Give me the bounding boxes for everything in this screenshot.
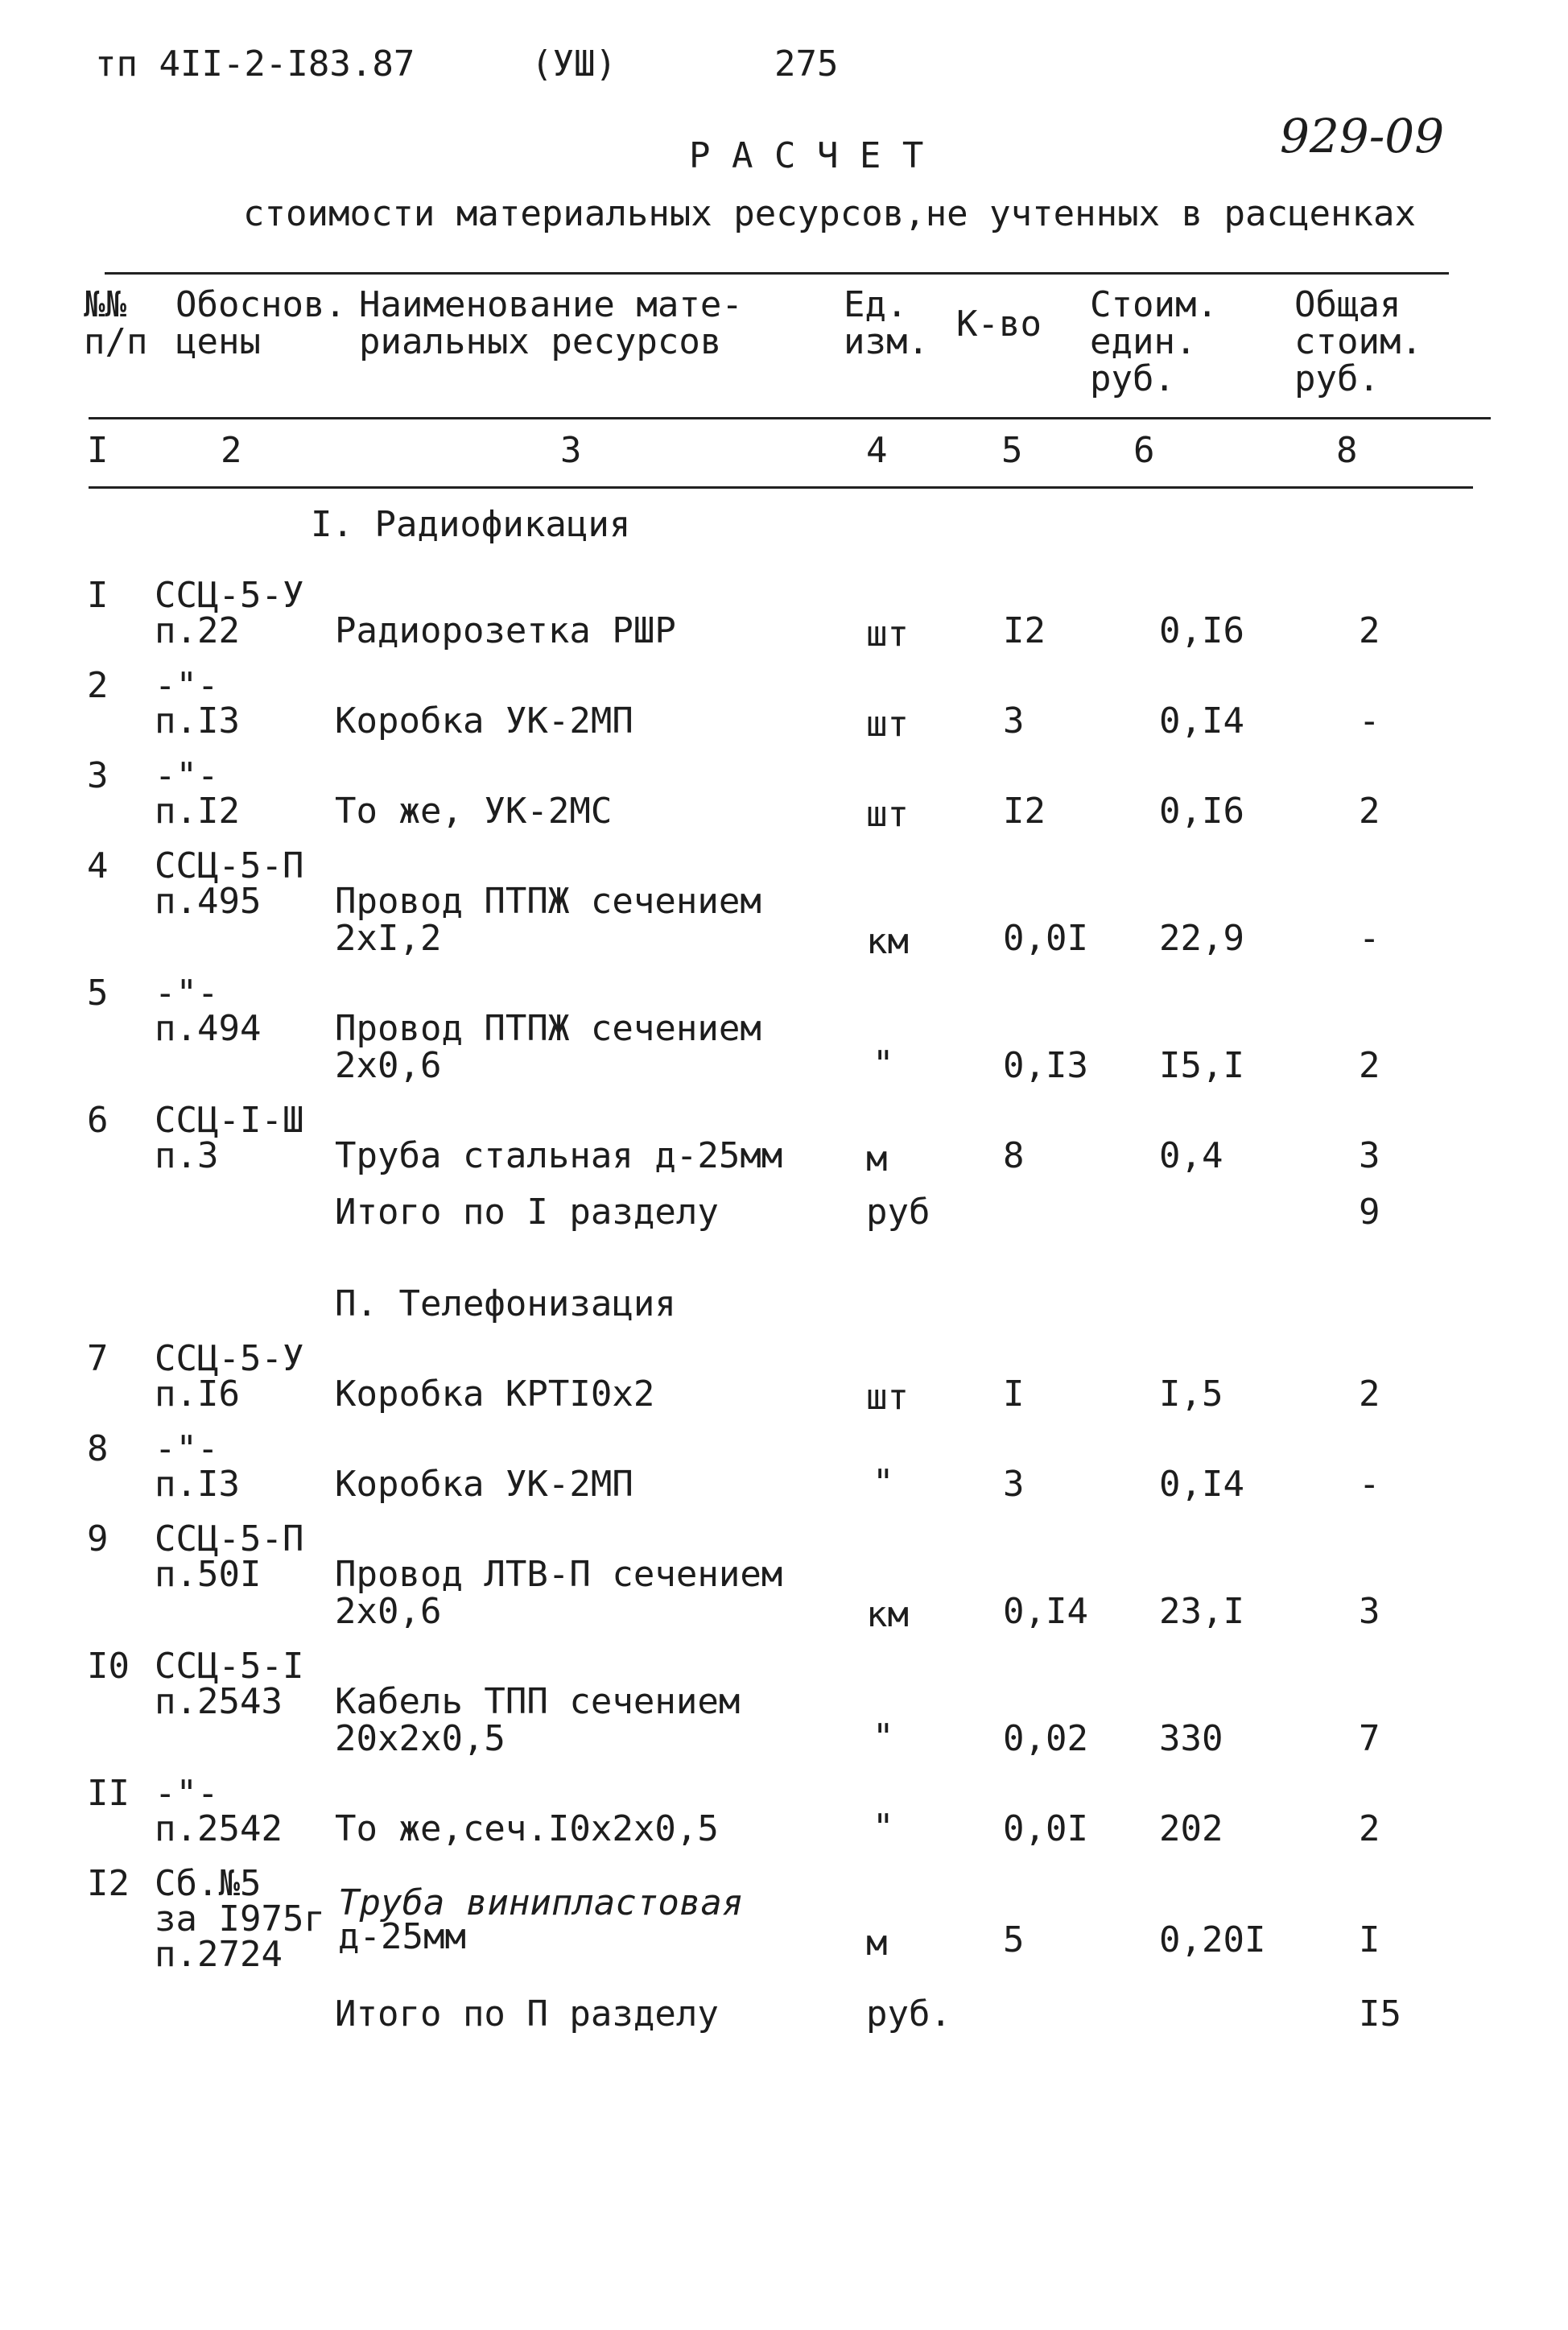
item-total: 7: [1359, 1718, 1380, 1759]
item-basis: -"-: [155, 755, 219, 796]
item-qty: 0,I3: [1003, 1045, 1088, 1086]
item-basis: за I975г: [155, 1898, 325, 1940]
item-num: 4: [87, 845, 109, 886]
handwritten-number: 929-09: [1280, 109, 1445, 163]
item-basis: Сб.№5: [155, 1863, 262, 1904]
item-unit-cost: 0,4: [1159, 1135, 1223, 1176]
item-qty: I2: [1003, 610, 1046, 651]
item-total: 2: [1359, 1045, 1380, 1086]
item-unit: шт: [866, 704, 909, 745]
item-total: 2: [1359, 1374, 1380, 1415]
item-num: 6: [87, 1100, 109, 1141]
item-num: I: [87, 575, 109, 616]
col-number: 6: [1133, 430, 1155, 471]
col-header-unit-cost-line: руб.: [1090, 358, 1175, 399]
item-unit-cost: 22,9: [1159, 918, 1244, 959]
section-title: П. Телефонизация: [335, 1283, 676, 1324]
item-num: 9: [87, 1518, 109, 1560]
item-unit: ": [873, 1807, 894, 1848]
col-header-basis-line: цены: [175, 321, 261, 362]
item-unit-cost: 0,I4: [1159, 700, 1244, 742]
item-unit: ": [873, 1717, 894, 1758]
col-header-unit-line: Ед.: [844, 284, 908, 325]
col-header-qty-line: К-во: [956, 304, 1042, 345]
col-header-qty: [956, 306, 1042, 343]
col-header-unit-cost-line: един.: [1090, 321, 1197, 362]
item-unit: ": [873, 1462, 894, 1503]
item-name: 20х2х0,5: [335, 1718, 505, 1759]
col-header-total-line: Общая: [1294, 284, 1401, 325]
item-qty: I2: [1003, 791, 1046, 832]
item-basis: -"-: [155, 665, 219, 706]
col-header-total-line: стоим.: [1294, 321, 1422, 362]
col-number: 3: [560, 430, 582, 471]
item-unit: м: [866, 1923, 888, 1964]
item-unit-cost: I5,I: [1159, 1045, 1244, 1086]
col-number: 2: [221, 430, 242, 471]
item-name: д-25мм: [338, 1916, 466, 1957]
col-header-total-line: руб.: [1294, 358, 1380, 399]
col-number: 4: [866, 430, 888, 471]
item-name: То же, УК-2МС: [335, 791, 613, 832]
item-basis: ССЦ-I-Ш: [155, 1100, 304, 1141]
item-unit-cost: I,5: [1159, 1374, 1223, 1415]
subtotal-total: 9: [1359, 1192, 1380, 1233]
col-header-basis-line: Обоснов.: [175, 284, 346, 325]
item-unit: м: [866, 1138, 888, 1179]
item-qty: 0,02: [1003, 1718, 1088, 1759]
item-basis: п.2543: [155, 1681, 283, 1722]
item-qty: 5: [1003, 1919, 1025, 1960]
item-unit: ": [873, 1043, 894, 1084]
item-total: -: [1359, 700, 1380, 742]
item-name: 2х0,6: [335, 1591, 442, 1632]
item-num: I0: [87, 1646, 130, 1687]
subtotal-unit: руб: [866, 1192, 930, 1233]
item-basis: п.I6: [155, 1374, 240, 1415]
item-unit: шт: [866, 794, 909, 835]
item-name: Труба винипластовая: [338, 1882, 744, 1923]
item-name: Радиорозетка РШР: [335, 610, 676, 651]
item-basis: п.I3: [155, 1464, 240, 1505]
col-header-num: [84, 284, 148, 362]
item-unit: км: [866, 921, 909, 962]
item-basis: п.2724: [155, 1934, 283, 1975]
item-total: -: [1359, 1464, 1380, 1505]
item-basis: п.I3: [155, 700, 240, 742]
col-header-unit-line: изм.: [844, 321, 929, 362]
col-header-name: [359, 284, 743, 362]
item-name: Коробка УК-2МП: [335, 700, 633, 742]
item-total: I: [1359, 1919, 1380, 1960]
item-unit: км: [866, 1594, 909, 1635]
item-name: То же,сеч.I0х2х0,5: [335, 1808, 719, 1849]
item-basis: п.I2: [155, 791, 240, 832]
item-unit-cost: 202: [1159, 1808, 1223, 1849]
item-basis: п.495: [155, 881, 262, 922]
title-subtitle: стоимости материальных ресурсов,не учтенных в расценках: [243, 193, 1416, 234]
item-qty: 0,I4: [1003, 1591, 1088, 1632]
item-basis: п.2542: [155, 1808, 283, 1849]
item-total: 2: [1359, 791, 1380, 832]
subtotal-unit: руб.: [866, 1993, 951, 2035]
col-header-unit-cost-line: Стоим.: [1090, 284, 1218, 325]
page-number: 275: [774, 43, 839, 85]
item-basis: -"-: [155, 1428, 219, 1469]
item-total: 3: [1359, 1135, 1380, 1176]
item-num: 5: [87, 973, 109, 1014]
item-name: Провод ПТПЖ сечением: [335, 1008, 761, 1049]
item-basis: п.3: [155, 1135, 219, 1176]
item-qty: 8: [1003, 1135, 1025, 1176]
volume: (УШ): [531, 43, 617, 85]
item-total: 3: [1359, 1591, 1380, 1632]
item-qty: 0,0I: [1003, 918, 1088, 959]
item-total: 2: [1359, 1808, 1380, 1849]
rule-col-numbers: [89, 486, 1473, 489]
item-name: Труба стальная д-25мм: [335, 1135, 783, 1176]
col-header-unit: [844, 284, 929, 362]
col-number: I: [87, 430, 109, 471]
item-unit: шт: [866, 1377, 909, 1418]
item-unit: шт: [866, 613, 909, 655]
item-name: Коробка КРТI0х2: [335, 1374, 655, 1415]
item-basis: ССЦ-5-П: [155, 845, 304, 886]
rule-top: [105, 272, 1449, 275]
item-name: 2х0,6: [335, 1045, 442, 1086]
doc-code: тп 4II-2-I83.87: [95, 43, 415, 85]
col-header-unit-cost: [1090, 284, 1218, 399]
col-number: 5: [1001, 430, 1023, 471]
item-num: 2: [87, 665, 109, 706]
item-name: Провод ПТПЖ сечением: [335, 881, 761, 922]
item-num: 8: [87, 1428, 109, 1469]
item-num: 3: [87, 755, 109, 796]
item-name: Кабель ТПП сечением: [335, 1681, 741, 1722]
col-number: 8: [1336, 430, 1358, 471]
item-basis: п.50I: [155, 1554, 262, 1595]
item-basis: -"-: [155, 973, 219, 1014]
item-unit-cost: 0,I4: [1159, 1464, 1244, 1505]
item-basis: п.22: [155, 610, 240, 651]
col-header-name-line: риальных ресурсов: [359, 321, 722, 362]
item-qty: 3: [1003, 700, 1025, 742]
rule-header: [89, 417, 1491, 419]
item-total: 2: [1359, 610, 1380, 651]
item-unit-cost: 0,I6: [1159, 791, 1244, 832]
item-qty: 3: [1003, 1464, 1025, 1505]
item-basis: ССЦ-5-У: [155, 575, 304, 616]
item-qty: I: [1003, 1374, 1025, 1415]
item-num: 7: [87, 1338, 109, 1379]
col-header-basis: [175, 284, 346, 362]
item-name: Коробка УК-2МП: [335, 1464, 633, 1505]
subtotal-label: Итого по П разделу: [335, 1993, 719, 2035]
item-num: I2: [87, 1863, 130, 1904]
subtotal-total: I5: [1359, 1993, 1401, 2035]
item-num: II: [87, 1773, 130, 1814]
item-qty: 0,0I: [1003, 1808, 1088, 1849]
item-basis: п.494: [155, 1008, 262, 1049]
item-basis: ССЦ-5-У: [155, 1338, 304, 1379]
item-name: Провод ЛТВ-П сечением: [335, 1554, 783, 1595]
item-basis: ССЦ-5-I: [155, 1646, 304, 1687]
subtotal-label: Итого по I разделу: [335, 1192, 719, 1233]
col-header-num-line: п/п: [84, 321, 148, 362]
item-total: -: [1359, 918, 1380, 959]
col-header-num-line: №№: [84, 284, 126, 325]
item-unit-cost: 330: [1159, 1718, 1223, 1759]
item-basis: -"-: [155, 1773, 219, 1814]
col-header-name-line: Наименование мате-: [359, 284, 743, 325]
section-title: I. Радиофикация: [311, 504, 631, 545]
item-name: 2хI,2: [335, 918, 442, 959]
item-unit-cost: 23,I: [1159, 1591, 1244, 1632]
item-unit-cost: 0,I6: [1159, 610, 1244, 651]
title-main: Р А С Ч Е Т: [689, 135, 924, 176]
item-unit-cost: 0,20I: [1159, 1919, 1266, 1960]
col-header-total: [1294, 284, 1422, 399]
item-basis: ССЦ-5-П: [155, 1518, 304, 1560]
